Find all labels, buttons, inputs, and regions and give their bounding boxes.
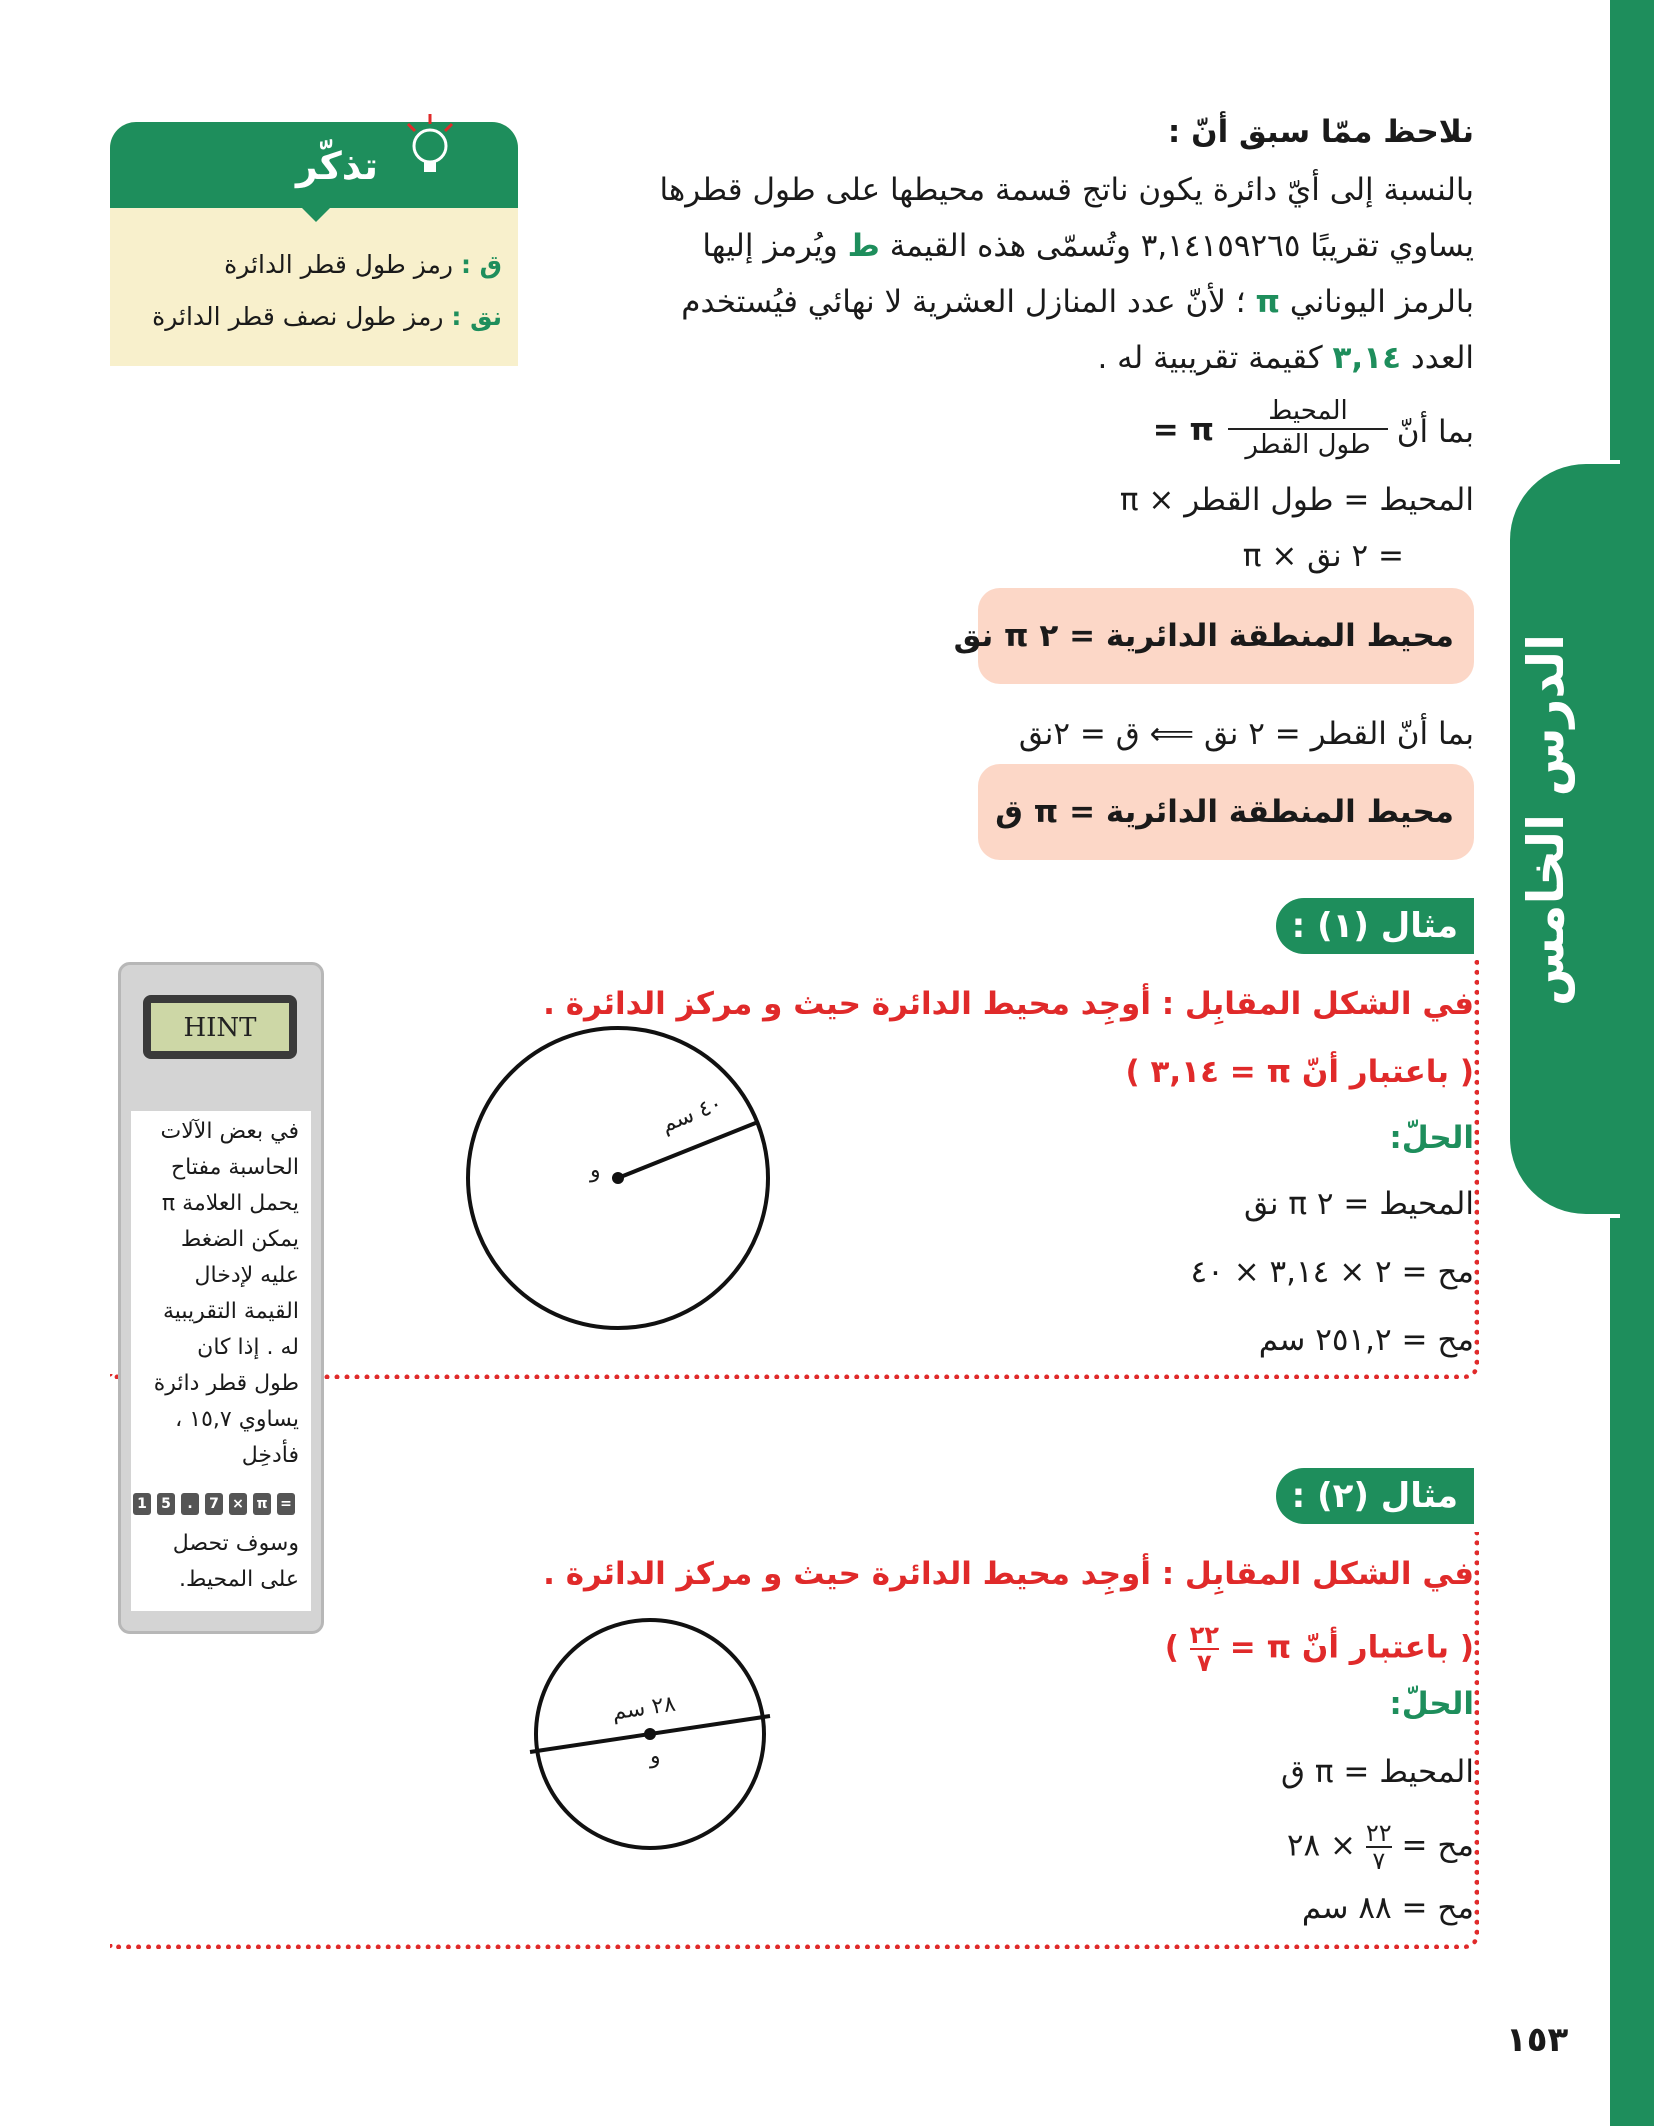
fraction-denominator: طول القطر: [1245, 430, 1371, 460]
hint-line: الحاسبة مفتاح: [170, 1155, 299, 1180]
hint-line: يساوي ١٥,٧ ،: [175, 1407, 299, 1432]
example-2-given-a: ( باعتبار أنّ π =: [1229, 1629, 1474, 1666]
example-1-solution-label: الحلّ:: [1389, 1120, 1474, 1156]
hint-paper: [131, 1111, 311, 1611]
example-2-step-2-num: ٢٢: [1365, 1819, 1392, 1847]
intro-line-2-b: ويُرمز إليها: [702, 228, 838, 264]
example-2-question: في الشكل المقابِل : أوجِد محيط الدائرة حيث و مركز الدائرة .: [543, 1556, 1474, 1592]
formula-box-2-text: محيط المنطقة الدائرية = π ق: [995, 794, 1454, 830]
remember-text-1: رمز طول قطر الدائرة: [224, 250, 453, 279]
example-1-figure: [460, 1026, 780, 1346]
example-2-diameter-label: ٢٨ سم: [610, 1691, 678, 1726]
remember-text-2: رمز طول نصف قطر الدائرة: [152, 302, 444, 331]
hint-key: π: [253, 1493, 271, 1515]
intro-line-4-a: العدد: [1410, 340, 1474, 376]
remember-key-1: ق :: [460, 250, 502, 279]
intro-line-2-a: يساوي تقريبًا ٣,١٤١٥٩٢٦٥ وتُسمّى هذه القيمة: [889, 228, 1474, 264]
fraction: [1228, 396, 1388, 460]
example-2-given-num: ٢٢: [1189, 1621, 1219, 1649]
hint-key: 1: [133, 1493, 151, 1515]
hint-line: يمكن الضغط: [180, 1227, 299, 1252]
intro-heading: نلاحظ ممّا سبق أنّ :: [1167, 114, 1474, 150]
remember-line-1: [224, 250, 502, 279]
intro-symbol-ta: ط: [847, 228, 880, 264]
hint-line: له . إذا كان: [197, 1335, 299, 1360]
intro-symbol-pi: π: [1255, 284, 1280, 320]
hint-line: يحمل العلامة π: [161, 1191, 299, 1216]
remember-line-2: [152, 302, 502, 331]
fraction-numerator: المحيط: [1228, 396, 1388, 430]
example-1-step-1: المحيط = ٢ π نق: [1244, 1186, 1474, 1222]
derivation-line-2: المحيط = طول القطر × π: [1119, 482, 1474, 518]
example-2-given: [1165, 1622, 1474, 1676]
formula-box-1-text: محيط المنطقة الدائرية = ٢ π نق: [953, 618, 1454, 654]
hint-key: =: [277, 1493, 295, 1515]
hint-keys: [133, 1493, 309, 1519]
lesson-tab-label: الدرس الخامس: [1517, 633, 1575, 1007]
example-2-step-2-fraction: [1366, 1820, 1392, 1874]
example-1-title: مثال (١) :: [1276, 898, 1474, 954]
example-1-step-2: مح = ٢ × ٣,١٤ × ٤٠: [1190, 1254, 1474, 1290]
intro-line-1: بالنسبة إلى أيّ دائرة يكون ناتج قسمة محيطها على طول قطرها: [659, 172, 1474, 208]
hint-key: .: [181, 1493, 199, 1515]
hint-key: ×: [229, 1493, 247, 1515]
hint-key: 7: [205, 1493, 223, 1515]
hint-screen: [143, 995, 297, 1059]
intro-line-3-b: ؛ لأنّ عدد المنازل العشرية لا نهائي فيُستخدم: [681, 284, 1246, 320]
hint-lcd: [151, 1003, 289, 1051]
example-2-given-den: ٧: [1197, 1649, 1212, 1677]
remember-key-2: نق :: [451, 302, 502, 331]
example-2-title: مثال (٢) :: [1276, 1468, 1474, 1524]
example-1-given: ( باعتبار أنّ π = ٣,١٤ ): [1125, 1054, 1474, 1090]
lesson-tab-label-wrap: [1496, 480, 1596, 1160]
derivation-line-3: = ٢ نق × π: [1242, 538, 1404, 574]
page-number: ١٥٣: [1506, 2020, 1569, 2060]
hint-screen-text: HINT: [183, 1013, 257, 1043]
example-2-step-2-a: مح =: [1401, 1827, 1474, 1864]
hint-key: 5: [157, 1493, 175, 1515]
hint-after-2: على المحيط.: [179, 1567, 299, 1592]
example-2-step-2: [1287, 1820, 1474, 1874]
example-1-radius: [618, 1122, 758, 1178]
hint-calculator: [118, 962, 324, 1634]
derivation-line-4: بما أنّ القطر = ٢ نق ⟸ ق = ٢نق: [1018, 716, 1474, 752]
example-2-step-2-den: ٧: [1372, 1847, 1386, 1875]
remember-title: تذكّر: [296, 144, 378, 188]
example-2-given-fraction: [1190, 1622, 1219, 1676]
intro-line-3-a: بالرمز اليوناني: [1289, 284, 1474, 320]
intro-value: ٣,١٤: [1332, 340, 1402, 376]
intro-line-3: [681, 284, 1474, 320]
since-label: بما أنّ: [1396, 414, 1474, 450]
hint-line: فأدخِل: [241, 1443, 299, 1468]
intro-line-2: [702, 228, 1474, 264]
example-2-center-dot: [644, 1728, 656, 1740]
example-2-step-3: مح = ٨٨ سم: [1301, 1890, 1474, 1926]
hint-line: القيمة التقريبية: [162, 1299, 299, 1324]
example-2-center-label: و: [650, 1744, 661, 1769]
hint-line: طول قطر دائرة: [153, 1371, 299, 1396]
example-1-question: في الشكل المقابِل : أوجِد محيط الدائرة حيث و مركز الدائرة .: [543, 986, 1474, 1022]
intro-line-4-b: كقيمة تقريبية له .: [1097, 340, 1323, 376]
example-1-step-3: مح = ٢٥١,٢ سم: [1258, 1322, 1474, 1358]
intro-line-4: [1097, 340, 1474, 376]
example-1-center-dot: [612, 1172, 624, 1184]
example-1-center-label: و: [590, 1158, 601, 1183]
pi-equals: = π: [1152, 412, 1214, 448]
example-2-step-2-b: × ٢٨: [1286, 1827, 1357, 1864]
example-1-radius-label: ٤٠ سم: [657, 1090, 727, 1139]
lightbulb-icon: [400, 108, 464, 188]
example-2-step-1: المحيط = π ق: [1280, 1754, 1474, 1790]
hint-line: عليه لإدخال: [194, 1263, 299, 1288]
hint-line: في بعض الآلات: [160, 1119, 299, 1144]
remember-notch: [300, 206, 332, 222]
hint-after-1: وسوف تحصل: [172, 1531, 299, 1556]
example-2-solution-label: الحلّ:: [1389, 1686, 1474, 1722]
example-2-given-b: ): [1164, 1629, 1179, 1666]
